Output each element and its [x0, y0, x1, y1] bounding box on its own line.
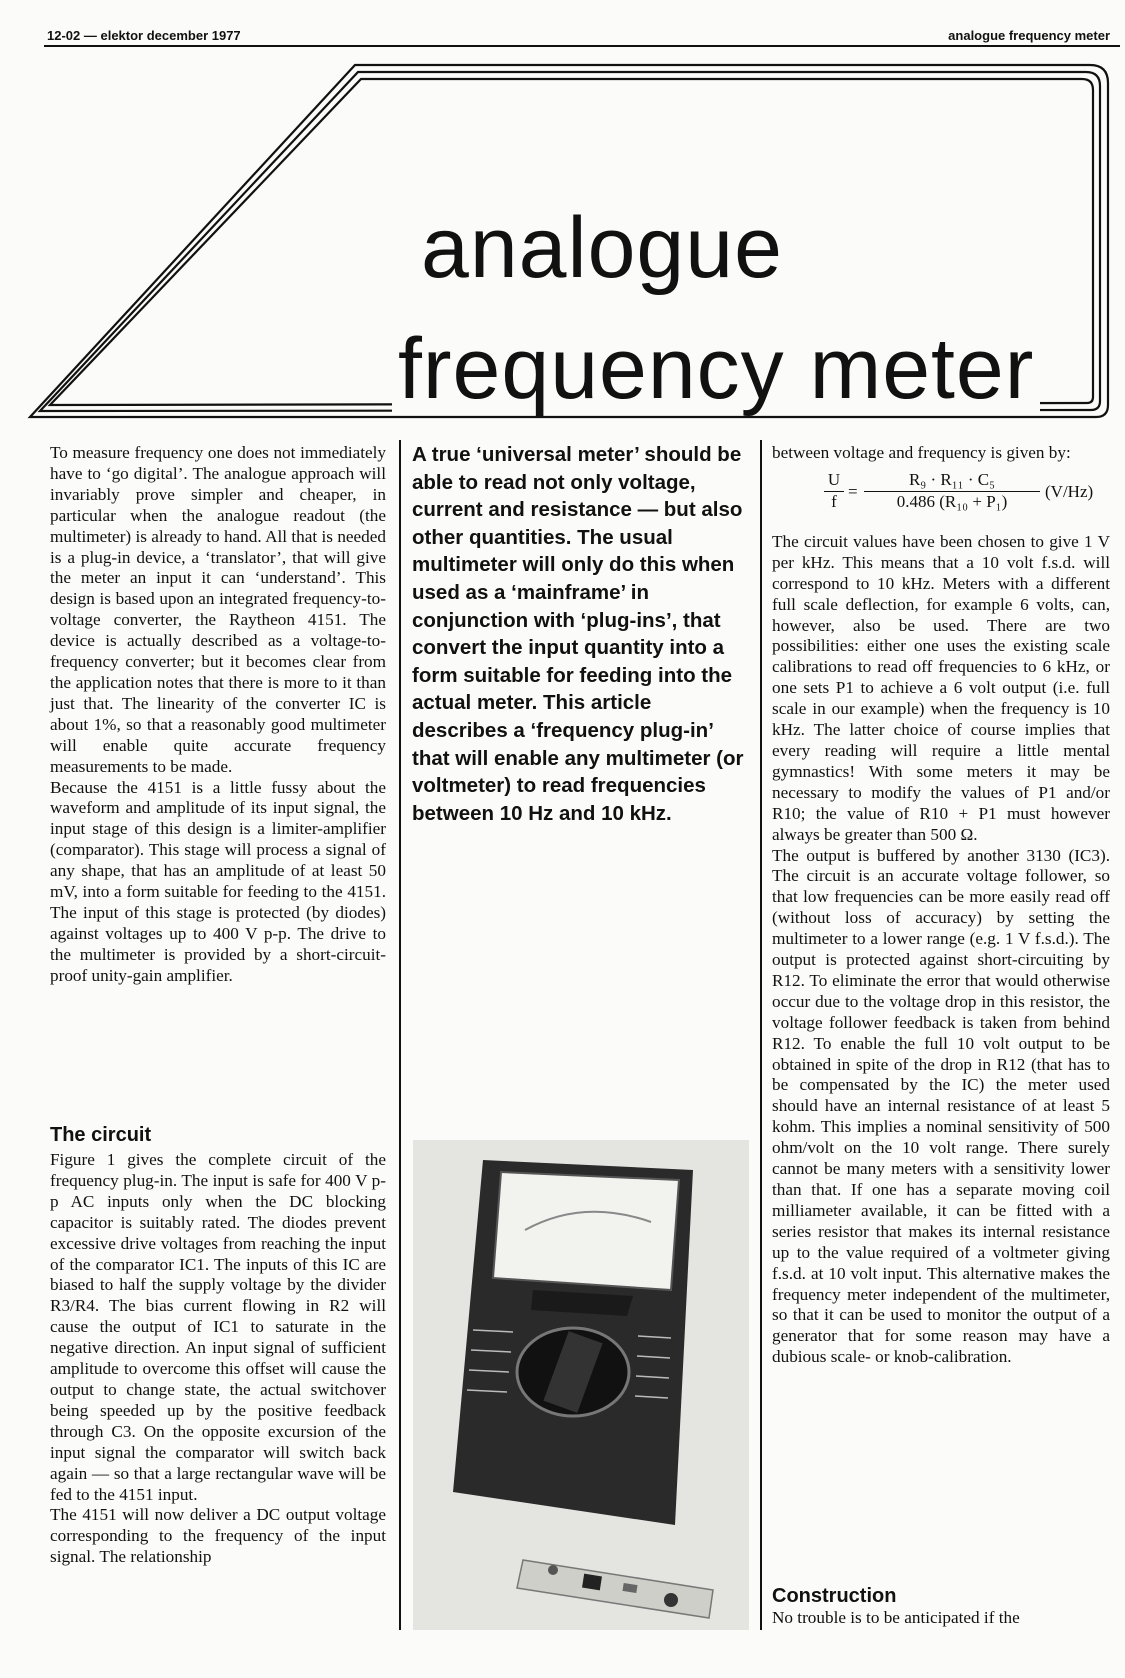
- multimeter-photo: [413, 1140, 749, 1630]
- formula-lhs-denominator: f: [831, 491, 837, 511]
- section-heading-circuit: The circuit: [50, 1124, 152, 1146]
- page-folio: 12-02 — elektor december 1977: [47, 28, 241, 43]
- article-title-line-1: analogue: [415, 205, 789, 291]
- formula-rhs-denominator: 0.486 (R₁₀ + P₁): [896, 491, 1008, 511]
- paragraph: No trouble is to be anticipated if the: [772, 1608, 1020, 1627]
- column-rule-right: [760, 440, 762, 1630]
- formula-rhs-numerator: R₉ · R₁₁ · C₅: [864, 470, 1040, 492]
- column-rule-left: [399, 440, 401, 1630]
- section-heading-construction: Construction: [772, 1585, 897, 1607]
- paragraph: Because the 4151 is a little fussy about the waveform and amplitude of its input signal, the input stage of this design is a limiter-amplifier (comparator). This stage will process a signal of any shape, that has an amplitude of at least 50 mV, into a form suitable for feeding to the 4151. The input of this stage is protected (by diodes) against voltages up to 400 V p-p. The drive to the multimeter is provided by a short-circuit-proof unity-gain amplifier.: [50, 777, 386, 985]
- formula-lhs-numerator: U: [824, 470, 844, 492]
- body-column-1: [50, 443, 386, 987]
- header-rule: [44, 45, 1120, 47]
- paragraph: Figure 1 gives the complete circuit of the frequency plug-in. The input is safe for 400 V p-p AC inputs only when the DC blocking capacitor is suitably rated. The diodes prevent excessive drive voltages from reaching the input of the comparator IC1. The inputs of this IC are biased to half the supply voltage by the divider R3/R4. The bias current flowing in R2 will cause the output of IC1 to saturate in the negative direction. An input signal of sufficient amplitude to overcome this offset will cause the output to change state, the actual switchover being speeded up by the positive feedback through C3. On the opposite excursion of the input signal the comparator will switch back again — so that a large rectangular wave will be fed to the 4151 input.: [50, 1150, 386, 1504]
- paragraph: between voltage and frequency is given by:: [772, 443, 1071, 462]
- body-column-3: [772, 443, 1110, 1368]
- paragraph: The circuit values have been chosen to give 1 V per kHz. This means that a 10 volt f.s.d. will correspond to 10 kHz. Meters with a different full scale deflection, for example 6 volts, can, however, also be used. There are two possibilities: either one uses the existing scale calibrations to read off frequencies to 6 kHz, or one sets P1 to achieve a 6 volt output (i.e. full scale in our example) when the frequency is 10 kHz. The latter choice of course implies that every reading will require a little mental gymnastics! With some meters it may be necessary to modify the values of P1 and/or R10; the value of R10 + P1 must however always be greater than 500 Ω.: [772, 531, 1110, 844]
- paragraph: The output is buffered by another 3130 (IC3). The circuit is an accurate voltage follower, so that low frequencies can be more easily read off (without loss of accuracy) by setting the multimeter to a lower range (e.g. 1 V f.s.d.). The output is protected against short-circuiting by R12. To eliminate the error that would otherwise occur due to the voltage drop in this resistor, the voltage follower feedback is taken from behind R12. To enable the full 10 volt output to be obtained in spite of the drop in R12 (that has to be compensated by the IC) the meter used should have an internal resistance of at least 5 kohm. This implies a nominal sensitivity of 500 ohm/volt on the 10 volt range. There surely cannot be many meters with a sensitivity lower than that. If one has a separate moving coil milliameter available, it can be fitted with a series resistor that makes its internal resistance up to the value required of a voltmeter giving f.s.d. at 10 volt input. This alternative makes the frequency meter independent of the multimeter, so that it can be used to monitor the output of a generator that for some reason may have a dubious scale- or knob-calibration.: [772, 845, 1110, 1367]
- body-column-3-construction: [772, 1608, 1110, 1629]
- paragraph: The 4151 will now deliver a DC output voltage corresponding to the frequency of the input signal. The relationship: [50, 1505, 386, 1567]
- article-title-line-2: frequency meter: [392, 326, 1040, 412]
- running-title: analogue frequency meter: [948, 28, 1110, 43]
- formula-lhs: [824, 470, 844, 513]
- formula-rhs: [864, 470, 1040, 513]
- formula-unit: (V/Hz): [1045, 481, 1094, 501]
- paragraph: To measure frequency one does not immediately have to ‘go digital’. The analogue approach will invariably prove simpler and cheaper, in particular when the analogue readout (the multimeter) is already to hand. All that is needed is a plug-in device, a ‘translator’, that will give the meter an input it can ‘understand’. This design is based upon an integrated frequency-to-voltage converter, the Raytheon 4151. The device is actually described as a voltage-to-frequency converter; but it becomes clear from the application notes that there is more to it than just that. The linearity of the converter IC is about 1%, so that a reasonably good multimeter will enable quite accurate frequency measurements to be made.: [50, 443, 386, 776]
- body-column-1-circuit: [50, 1150, 386, 1568]
- voltage-frequency-formula: [772, 468, 1110, 526]
- formula-equals: =: [848, 481, 858, 501]
- lead-paragraph: A true ‘universal meter’ should be able to read not only voltage, current and resistance — but also other quantities. The usual multimeter will only do this when used as a ‘mainframe’ in conjunction with ‘plug-ins’, that convert the input quantity into a form suitable for feeding into the actual meter. This article describes a ‘frequency plug-in’ that will enable any multimeter (or voltmeter) to read frequencies between 10 Hz and 10 kHz.: [412, 443, 744, 825]
